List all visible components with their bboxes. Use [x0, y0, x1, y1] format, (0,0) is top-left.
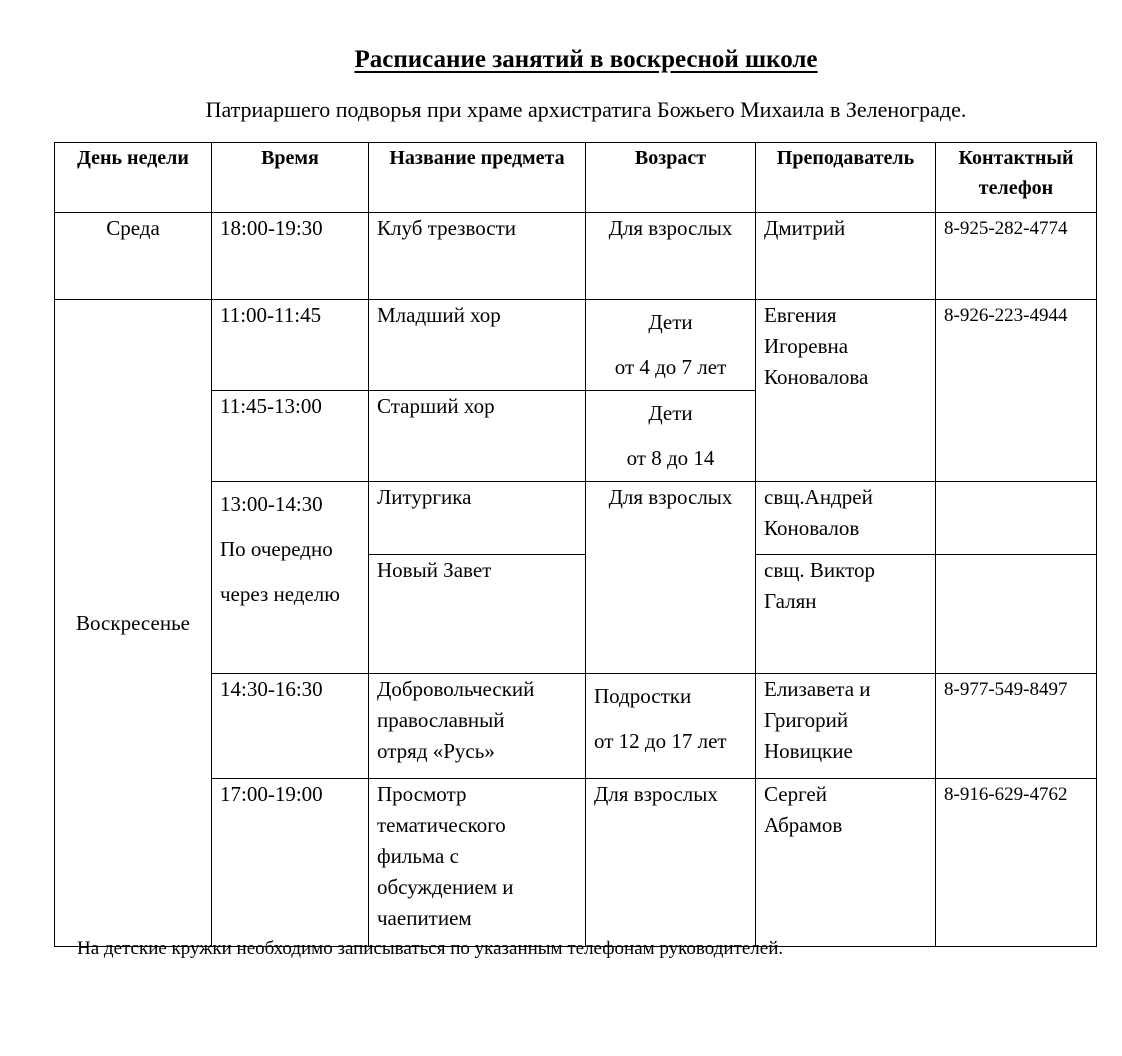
schedule-table — [54, 142, 1097, 947]
table-row — [55, 779, 1097, 947]
teacher-line: Новицкие — [764, 739, 853, 763]
age-line: от 8 до 14 — [626, 446, 715, 470]
time-cell: 14:30-16:30 — [212, 674, 369, 779]
subject-line: тематического — [377, 813, 506, 837]
teacher-cell: Дмитрий — [756, 213, 936, 300]
subject-cell — [369, 779, 586, 947]
note-line: через неделю — [220, 582, 340, 606]
subject-cell: Клуб трезвости — [369, 213, 586, 300]
header-time: Время — [212, 143, 369, 213]
page-title: Расписание занятий в воскресной школе — [354, 46, 818, 73]
day-wednesday: Среда — [55, 213, 212, 300]
teacher-line: Елизавета и — [764, 677, 871, 701]
subject-cell: Младший хор — [369, 300, 586, 391]
time-cell: 17:00-19:00 — [212, 779, 369, 947]
teacher-line: Григорий — [764, 708, 849, 732]
subject-cell: Старший хор — [369, 391, 586, 482]
time-cell: 18:00-19:30 — [212, 213, 369, 300]
age-line: от 12 до 17 лет — [594, 729, 727, 753]
time-cell — [212, 482, 369, 674]
teacher-line: Евгения — [764, 303, 837, 327]
table-row — [55, 300, 1097, 391]
header-phone-line1: Контактный — [958, 147, 1074, 169]
header-day: День недели — [55, 143, 212, 213]
subject-cell — [369, 674, 586, 779]
note-line: По очередно — [220, 537, 333, 561]
age-line: от 4 до 7 лет — [614, 355, 727, 379]
time-cell: 11:00-11:45 — [212, 300, 369, 391]
subject-line: православный — [377, 708, 505, 732]
teacher-cell — [756, 555, 936, 674]
table-row — [55, 674, 1097, 779]
subject-line: отряд «Русь» — [377, 739, 495, 763]
teacher-cell — [756, 779, 936, 947]
age-cell: Для взрослых — [586, 213, 756, 300]
age-cell: Для взрослых — [586, 482, 756, 674]
phone-cell: 8-977-549-8497 — [936, 674, 1097, 779]
header-phone-line2: телефон — [978, 177, 1054, 199]
subject-line: фильма с — [377, 844, 459, 868]
age-cell: Для взрослых — [586, 779, 756, 947]
page-subtitle: Патриаршего подворья при храме архистратига Божьего Михаила в Зеленограде. — [205, 97, 967, 122]
age-cell — [586, 300, 756, 391]
subject-line: Добровольческий — [377, 677, 535, 701]
age-line: Подростки — [594, 684, 692, 708]
subject-line: обсуждением и — [377, 875, 514, 899]
age-line: Дети — [648, 310, 693, 334]
teacher-line: Игоревна — [764, 334, 849, 358]
header-age: Возраст — [586, 143, 756, 213]
phone-cell — [936, 482, 1097, 555]
table-row — [55, 213, 1097, 300]
subject-cell: Литургика — [369, 482, 586, 555]
teacher-line: свщ.Андрей — [764, 485, 873, 509]
header-subject: Название предмета — [369, 143, 586, 213]
subject-line: Просмотр — [377, 782, 467, 806]
teacher-line: свщ. Виктор — [764, 558, 875, 582]
phone-cell: 8-926-223-4944 — [936, 300, 1097, 482]
header-phone — [936, 143, 1097, 213]
teacher-line: Галян — [764, 589, 817, 613]
teacher-line: Коновалова — [764, 365, 869, 389]
footnote: На детские кружки необходимо записываться по указанным телефонам руководителей. — [77, 938, 784, 959]
day-sunday: Воскресенье — [55, 300, 212, 947]
teacher-line: Коновалов — [764, 516, 860, 540]
teacher-cell — [756, 482, 936, 555]
age-cell — [586, 391, 756, 482]
age-line: Дети — [648, 401, 693, 425]
subject-cell: Новый Завет — [369, 555, 586, 674]
phone-cell: 8-916-629-4762 — [936, 779, 1097, 947]
header-row — [55, 143, 1097, 213]
teacher-line: Абрамов — [764, 813, 843, 837]
header-teacher: Преподаватель — [756, 143, 936, 213]
table-row — [55, 482, 1097, 555]
phone-cell — [936, 555, 1097, 674]
age-cell — [586, 674, 756, 779]
phone-cell: 8-925-282-4774 — [936, 213, 1097, 300]
subject-line: чаепитием — [377, 906, 472, 930]
teacher-cell — [756, 674, 936, 779]
time-cell: 11:45-13:00 — [212, 391, 369, 482]
time-line: 13:00-14:30 — [220, 492, 323, 516]
teacher-cell — [756, 300, 936, 482]
teacher-line: Сергей — [764, 782, 827, 806]
